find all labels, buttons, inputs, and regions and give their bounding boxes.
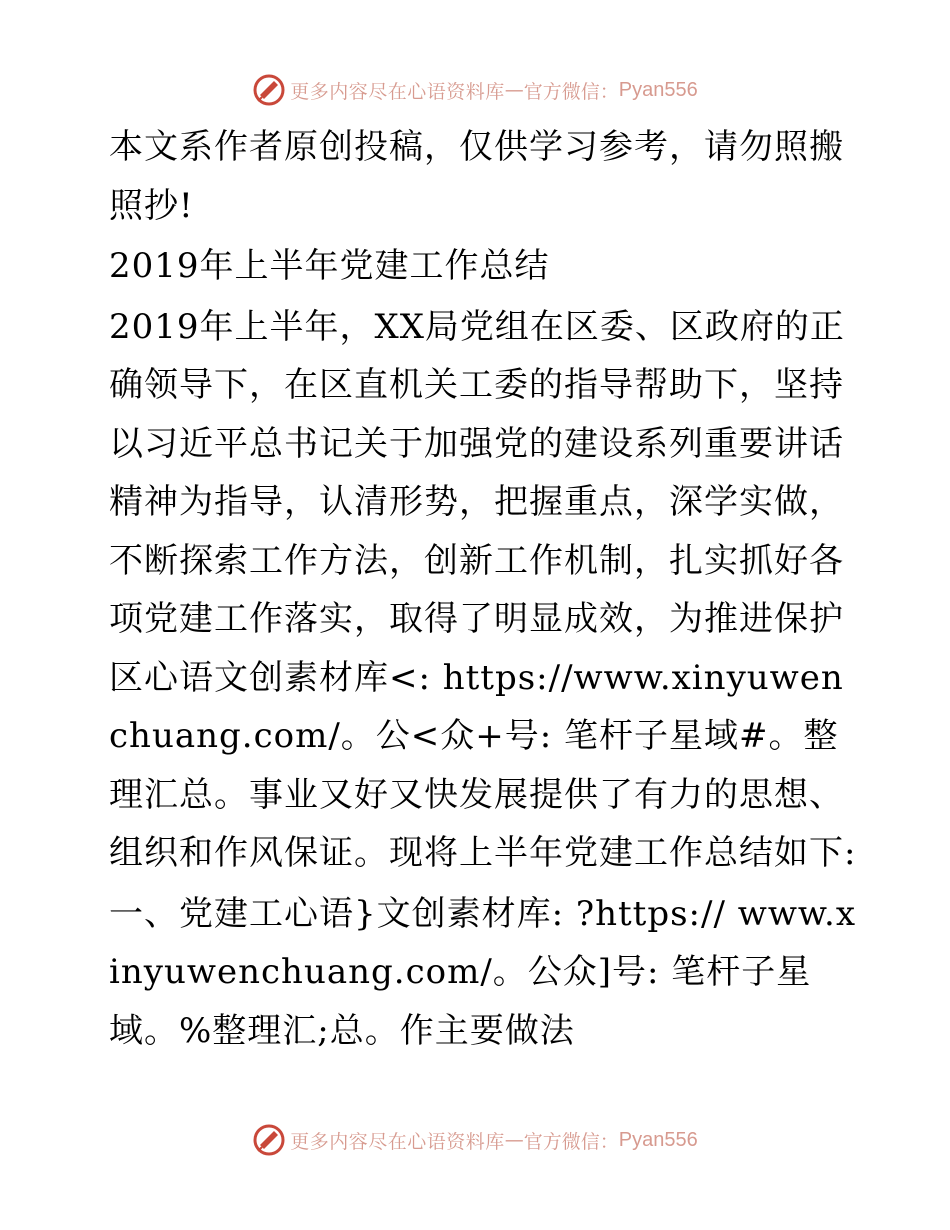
banner-text: 更多内容尽在心语资料库 xyxy=(290,1130,505,1153)
section-heading: 一、党建工心语}文创素材库: ?https:// www.xinyuwenchuang.com/。公众]号: 笔杆子星域。%整理汇;总。作主要做法 xyxy=(109,893,856,1051)
banner-wechat-label: 官方微信： xyxy=(523,1130,619,1153)
banner-wechat-id: Pyan556 xyxy=(618,1128,698,1151)
notice-paragraph: 本文系作者原创投稿，仅供学习参考，请勿照搬照抄! xyxy=(109,127,844,226)
banner-separator: — xyxy=(504,1129,524,1151)
pen-seal-logo-icon xyxy=(252,73,286,107)
banner-separator: — xyxy=(504,79,524,101)
intro-paragraph: 2019年上半年，XX局党组在区委、区政府的正确领导下，在区直机关工委的指导帮助下，坚持以习近平总书记关于加强党的建设系列重要讲话精神为指导，认清形势，把握重点，深学实做，不断探索工作方法，创新工作机制，扎实抓好各项党建工作落实，取得了明显成效，为推进保护区心语文创素材库<: https://www.xinyuwenchuang.com/。公<众+号: 笔杆子星域#。整理汇总。事业又好又快发展提供了有力的思想、组织和作风保证。现将上半年党建工作总结如下: xyxy=(109,306,857,873)
document-title: 2019年上半年党建工作总结 xyxy=(109,246,550,286)
banner-text: 更多内容尽在心语资料库 xyxy=(290,80,505,103)
pen-seal-logo-icon xyxy=(252,1123,286,1157)
banner-wechat-id: Pyan556 xyxy=(618,78,698,101)
footer-banner xyxy=(0,1120,950,1160)
document-body xyxy=(97,118,857,1062)
banner-wechat-label: 官方微信： xyxy=(523,80,619,103)
header-banner xyxy=(0,70,950,110)
